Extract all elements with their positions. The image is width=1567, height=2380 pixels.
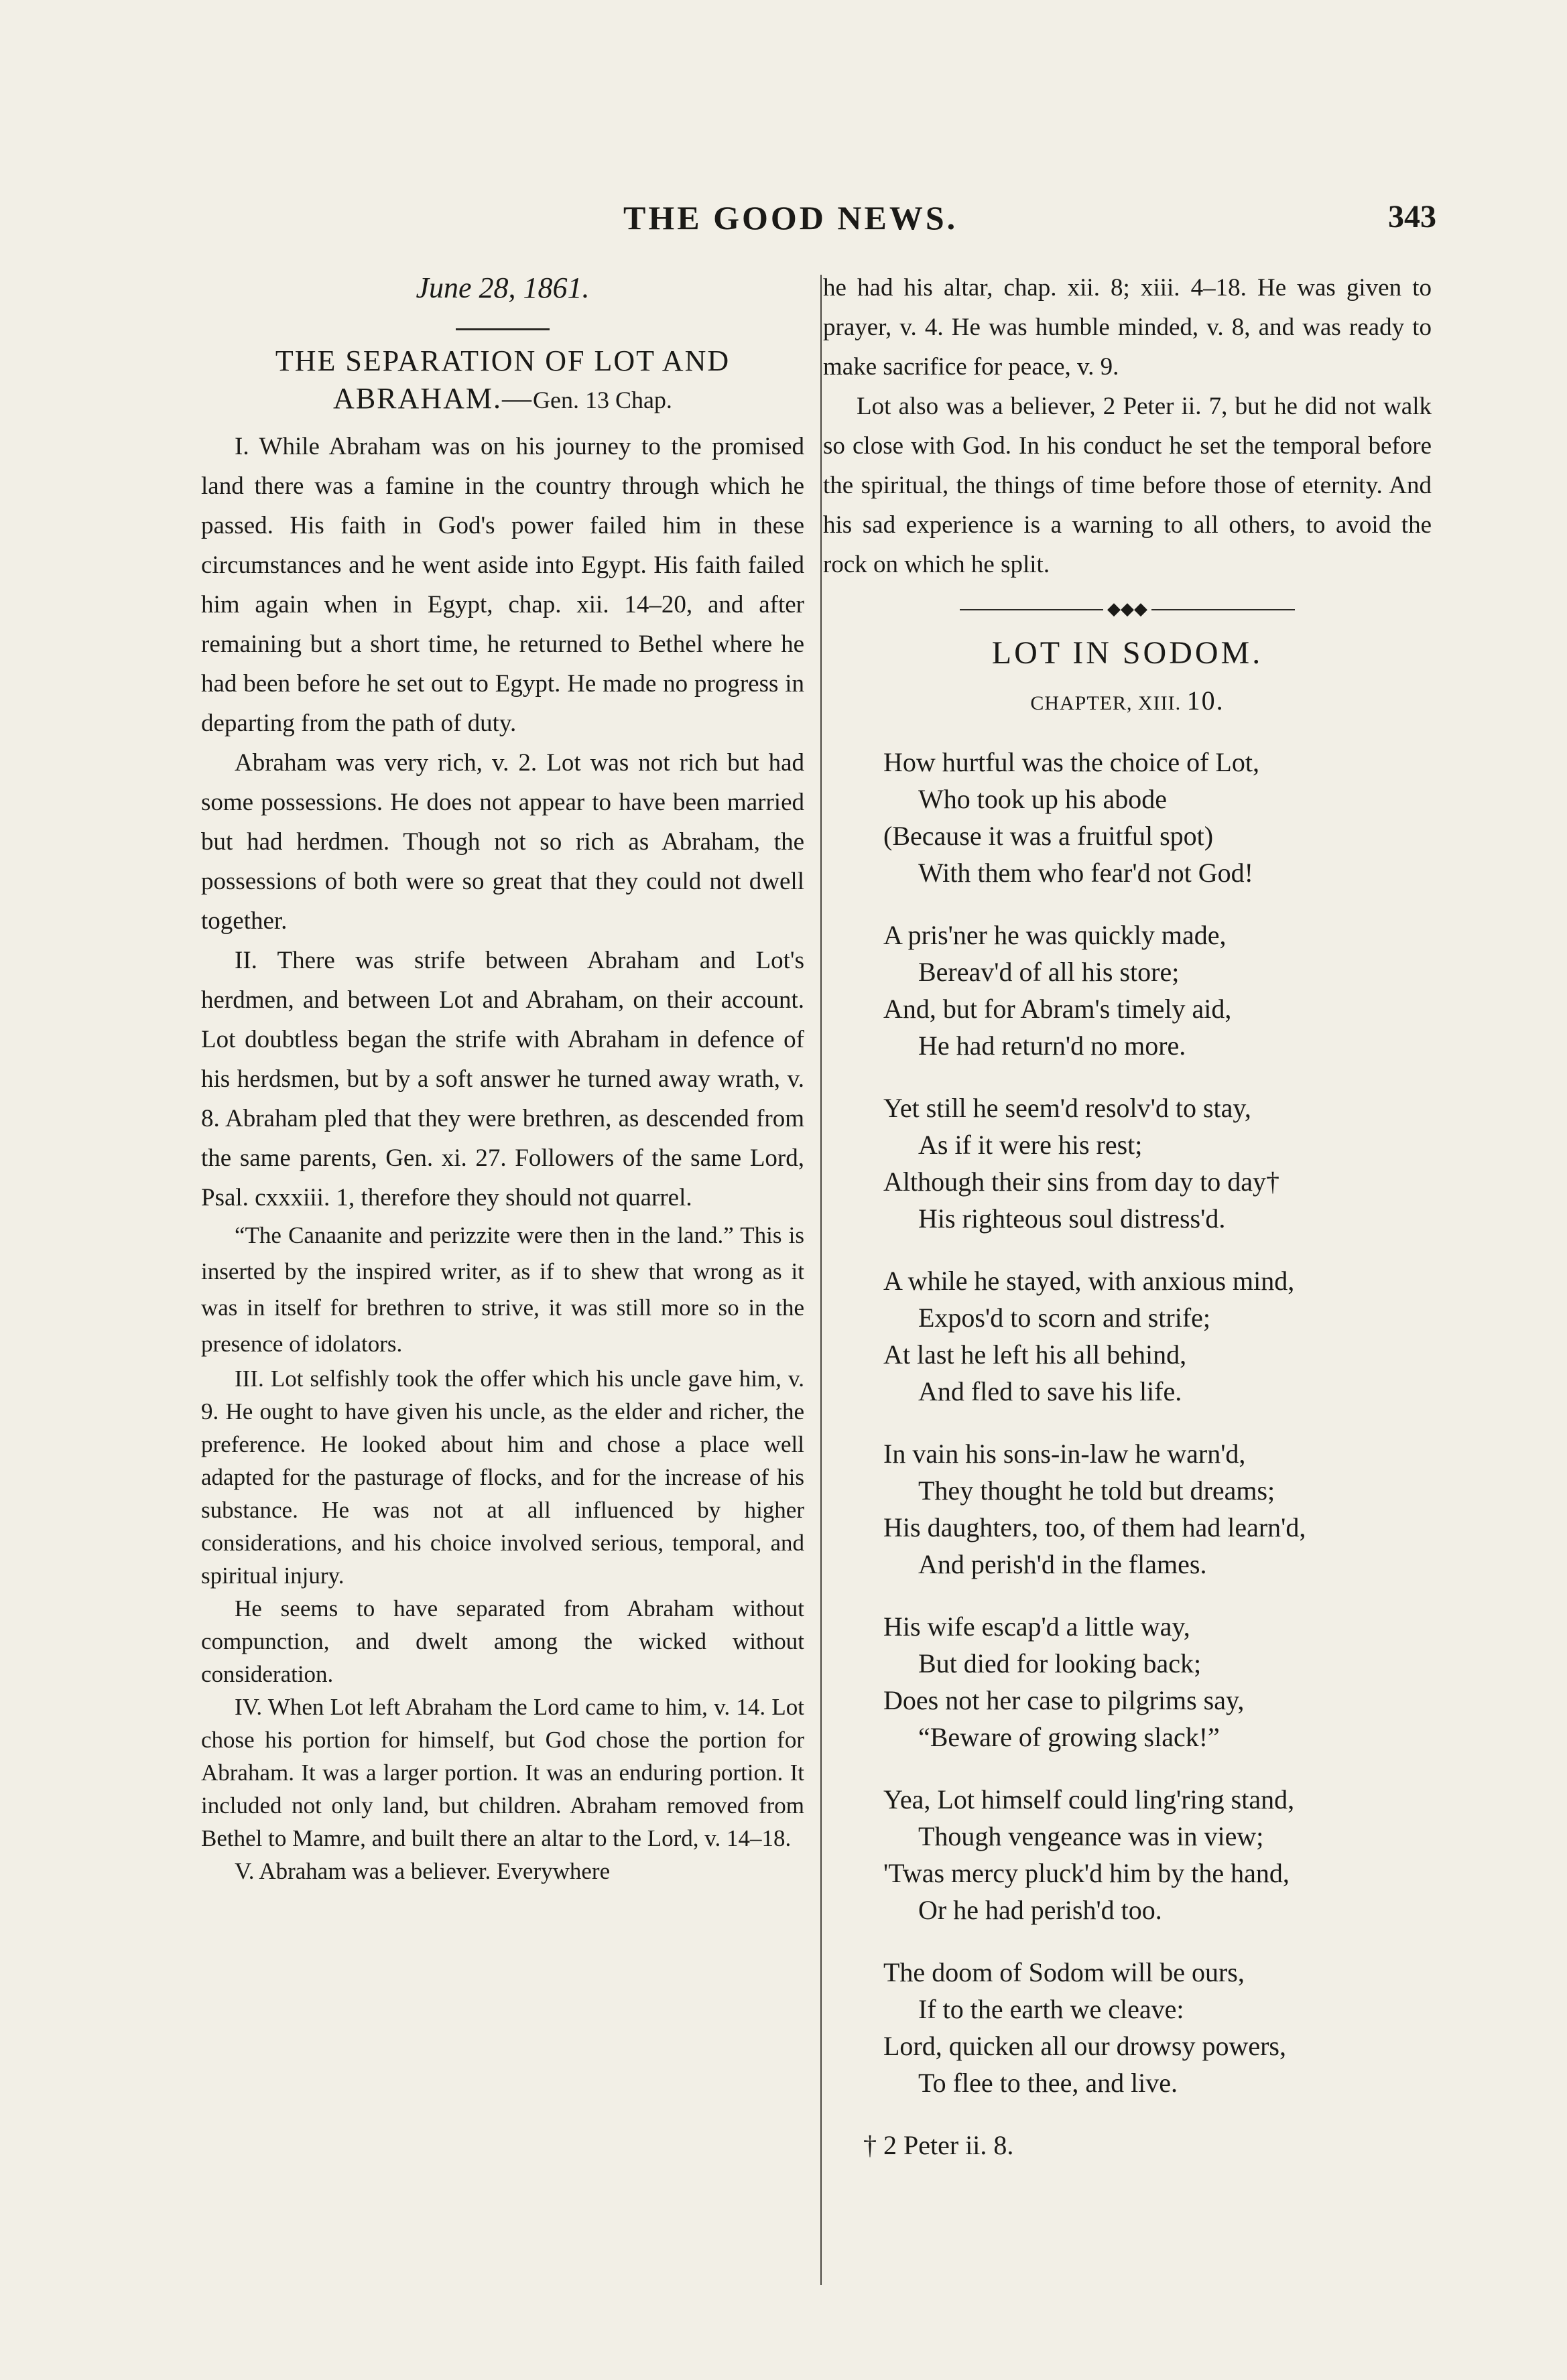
poem-line: His daughters, too, of them had learn'd, — [883, 1512, 1306, 1542]
paragraph-continued: he had his altar, chap. xii. 8; xiii. 4–18. He was given to prayer, v. 4. He was humble minded, v. 8, and was ready to make sacrifice for peace, v. 9. — [823, 274, 1432, 381]
poem-line: Or he had perish'd too. — [918, 1895, 1162, 1925]
poem-line: To flee to thee, and live. — [918, 2068, 1178, 2098]
poem-stanza — [883, 1262, 1432, 1410]
poem-line: A pris'ner he was quickly made, — [883, 920, 1227, 950]
poem-stanza — [883, 1954, 1432, 2101]
poem-line: At last he left his all behind, — [883, 1339, 1187, 1370]
poem-line: A while he stayed, with anxious mind, — [883, 1266, 1295, 1296]
poem-line: His wife escap'd a little way, — [883, 1611, 1190, 1642]
running-head — [0, 198, 1567, 239]
right-column — [823, 268, 1432, 2164]
poem-line: And fled to save his life. — [918, 1376, 1182, 1406]
paragraph: I. While Abraham was on his journey to the promised land there was a famine in the country through which he passed. His faith in God's power failed him in these circumstances and he went aside into Egypt. His faith failed him again when in Egypt, chap. xii. 14–20, and after remaining but a short time, he returned to Bethel where he had been before he set out to Egypt. He made no progress in departing from the path of duty. — [201, 433, 804, 737]
diamond-ornament-icon: ◆◆◆ — [1103, 599, 1151, 619]
poem-line: Although their sins from day to day† — [883, 1167, 1280, 1197]
left-column — [201, 268, 804, 1888]
chapter-number: 10. — [1186, 685, 1225, 716]
poem-line: His righteous soul distress'd. — [918, 1203, 1226, 1234]
page-number: 343 — [1388, 199, 1436, 235]
poem-line: How hurtful was the choice of Lot, — [883, 747, 1259, 777]
poem-line: (Because it was a fruitful spot) — [883, 821, 1214, 851]
paragraph: V. Abraham was a believer. Everywhere — [235, 1858, 611, 1884]
poem-line: 'Twas mercy pluck'd him by the hand, — [883, 1858, 1290, 1888]
poem-line: And perish'd in the flames. — [918, 1549, 1207, 1579]
poem-line: But died for looking back; — [918, 1648, 1202, 1678]
poem-stanza — [883, 1435, 1432, 1583]
poem-line: Though vengeance was in view; — [918, 1821, 1264, 1851]
article-heading-text: THE SEPARATION OF LOT AND ABRAHAM.— — [275, 344, 731, 415]
poem-line: As if it were his rest; — [918, 1130, 1143, 1160]
chapter-label: CHAPTER, XIII. — [1030, 692, 1182, 714]
poem-line: Bereav'd of all his store; — [918, 957, 1180, 987]
article-date: June 28, 1861. — [416, 271, 590, 304]
poem-line: Lord, quicken all our drowsy powers, — [883, 2031, 1286, 2061]
poem-stanza — [883, 1089, 1432, 1237]
column-divider — [820, 275, 822, 2285]
poem-line: Does not her case to pilgrims say, — [883, 1685, 1245, 1715]
paragraph: He seems to have separated from Abraham without compunction, and dwelt among the wicked without consideration. — [201, 1595, 804, 1687]
short-rule — [456, 328, 550, 330]
ornamental-rule — [960, 599, 1295, 618]
poem-stanza — [883, 1781, 1432, 1928]
paragraph: Lot also was a believer, 2 Peter ii. 7, but he did not walk so close with God. In his conduct he set the temporal before the spiritual, the things of time before those of eternity. And his sad experience is a warning to all others, to avoid the rock on which he split. — [823, 393, 1432, 578]
poem-stanza — [883, 744, 1432, 891]
poem-line: With them who fear'd not God! — [918, 858, 1253, 888]
poem-line: Expos'd to scorn and strife; — [918, 1303, 1211, 1333]
article-heading-reference: Gen. 13 Chap. — [532, 387, 672, 413]
paragraph: IV. When Lot left Abraham the Lord came to him, v. 14. Lot chose his portion for himself, but God chose the portion for Abraham. It was a larger portion. It was an enduring portion. It included not only land, but children. Abraham removed from Bethel to Mamre, and built there an altar to the Lord, v. 14–18. — [201, 1694, 804, 1851]
poem-line: They thought he told but dreams; — [918, 1475, 1275, 1506]
poem-body — [823, 744, 1432, 2101]
paragraph: II. There was strife between Abraham and Lot's herdmen, and between Lot and Abraham, on their account. Lot doubtless began the strife with Abraham in defence of his herdsmen, but by a soft answer he turned away wrath, v. 8. Abraham pled that they were brethren, as descended from the same parents, Gen. xi. 27. Followers of the same Lord, Psal. cxxxiii. 1, therefore they should not quarrel. — [201, 947, 804, 1211]
poem-line: Yet still he seem'd resolv'd to stay, — [883, 1093, 1251, 1123]
paragraph: Abraham was very rich, v. 2. Lot was not rich but had some possessions. He does not appear to have been married but had herdmen. Though not so rich as Abraham, the possessions of both were so great that they could not dwell together. — [201, 749, 804, 935]
poem-line: The doom of Sodom will be ours, — [883, 1957, 1245, 1987]
footnote: † 2 Peter ii. 8. — [863, 2130, 1014, 2160]
poem-line: And, but for Abram's timely aid, — [883, 994, 1232, 1024]
newspaper-title: THE GOOD NEWS. — [623, 199, 958, 237]
poem-title: LOT IN SODOM. — [991, 635, 1263, 671]
poem-chapter-reference — [823, 681, 1432, 724]
paragraph: “The Canaanite and perizzite were then in the land.” This is inserted by the inspired writer, as if to shew that wrong as it was in itself for brethren to strive, it was still more so in the presence of idolators. — [201, 1222, 804, 1357]
poem-line: If to the earth we cleave: — [918, 1994, 1184, 2024]
poem-line: In vain his sons-in-law he warn'd, — [883, 1439, 1246, 1469]
poem-line: Yea, Lot himself could ling'ring stand, — [883, 1784, 1295, 1814]
poem-stanza — [883, 917, 1432, 1064]
poem-stanza — [883, 1608, 1432, 1756]
article-heading — [201, 342, 804, 419]
poem-line: “Beware of growing slack!” — [918, 1722, 1220, 1752]
paragraph: III. Lot selfishly took the offer which his uncle gave him, v. 9. He ought to have given his uncle, as the elder and richer, the preference. He looked about him and chose a place well adapted for the pasturage of flocks, and for the increase of his substance. He was not at all influenced by higher considerations, and his choice involved serious, temporal, and spiritual injury. — [201, 1366, 804, 1589]
poem-line: He had return'd no more. — [918, 1031, 1186, 1061]
poem-line: Who took up his abode — [918, 784, 1168, 814]
